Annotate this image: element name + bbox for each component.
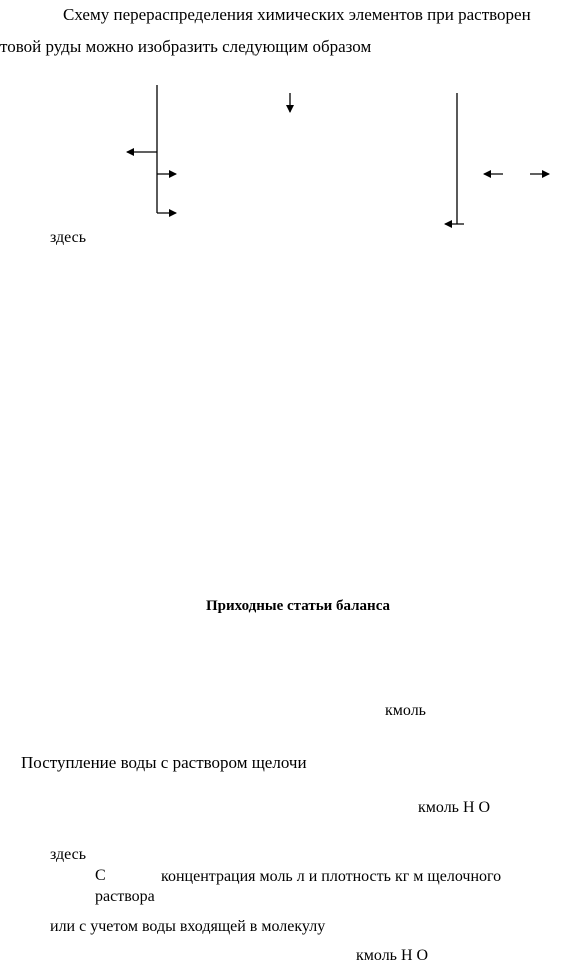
definition-line-2: раствора xyxy=(95,888,155,905)
definition-line-1: концентрация моль л и плотность кг м щелочного xyxy=(161,868,502,885)
alternative-line: или с учетом воды входящей в молекулу xyxy=(50,918,326,935)
redistribution-scheme-diagram xyxy=(0,0,587,260)
symbol-c: С xyxy=(95,867,106,884)
intro-line-2: товой руды можно изобразить следующим образом xyxy=(0,37,372,56)
unit-kmol-water: кмоль H O xyxy=(418,799,491,816)
unit-kmol-water-2: кмоль H O xyxy=(356,947,429,964)
unit-kmol: кмоль xyxy=(385,702,426,719)
intro-line-1: Схему перераспределения химических элементов при растворен xyxy=(63,5,531,24)
water-supply-line: Поступление воды с раствором щелочи xyxy=(21,753,307,772)
scheme-here-label: здесь xyxy=(50,229,87,246)
balance-here-label: здесь xyxy=(50,846,87,863)
section-heading: Приходные статьи баланса xyxy=(206,598,391,614)
